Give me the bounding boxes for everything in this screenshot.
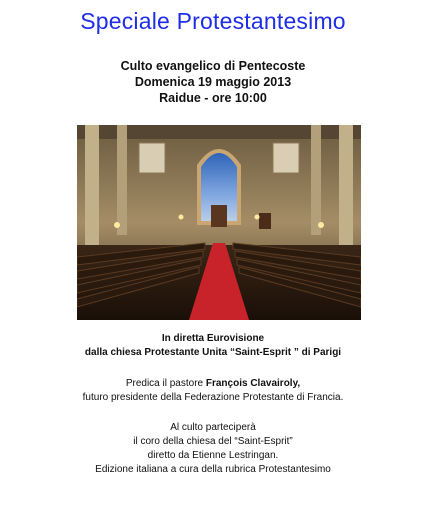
choir-line-1: Al culto parteciperà <box>170 422 256 433</box>
event-date: Domenica 19 maggio 2013 <box>134 75 292 89</box>
broadcast-line-2: dalla chiesa Protestante Unita “Saint-Esprit ” di Parigi <box>84 347 342 358</box>
page-title: Speciale Protestantesimo <box>80 8 346 34</box>
event-channel-time: Raidue - ore 10:00 <box>159 91 267 105</box>
sermon-line-1 <box>0 377 426 391</box>
event-name: Culto evangelico di Pentecoste <box>120 59 306 73</box>
broadcast-line-1: In diretta Eurovisione <box>161 333 265 344</box>
choir-line-2: il coro della chiesa del “Saint-Esprit” <box>133 436 293 447</box>
sermon-prefix: Predica il pastore <box>125 378 206 389</box>
church-interior-photo <box>77 125 361 320</box>
choir-line-3: diretto da Etienne Lestringan. <box>147 450 279 461</box>
choir-line-4: Edizione italiana a cura della rubrica Protestantesimo <box>95 464 331 475</box>
sermon-line-2: futuro presidente della Federazione Protestante di Francia. <box>82 392 344 403</box>
pastor-name: François Clavairoly, <box>205 378 301 389</box>
